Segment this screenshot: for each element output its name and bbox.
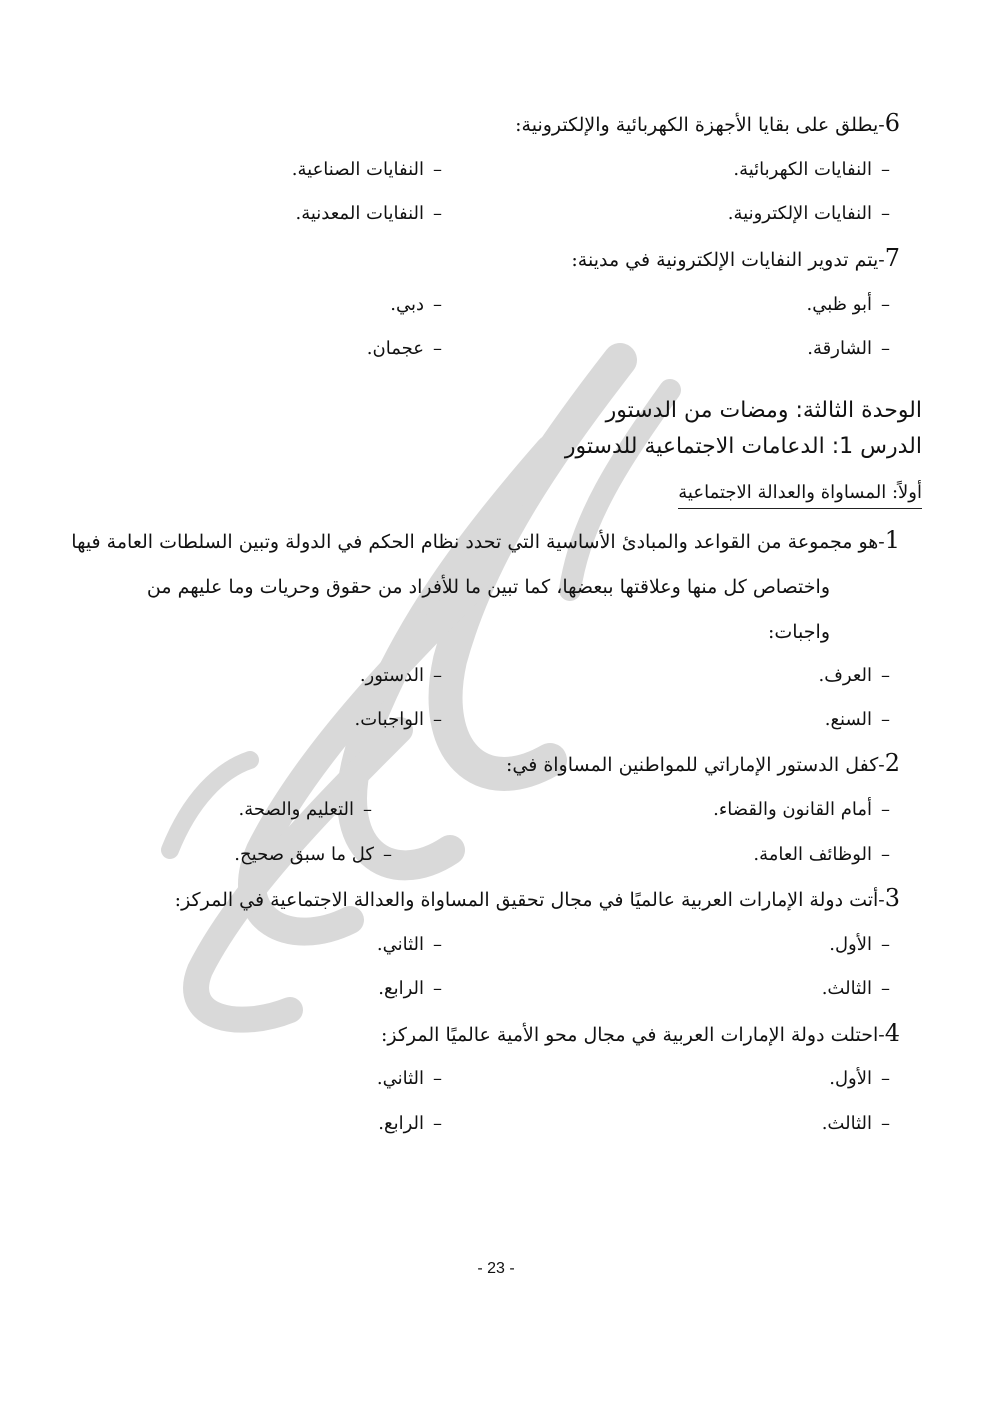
option: –الوظائف العامة. (753, 844, 890, 865)
option: –الأول. (829, 934, 890, 955)
option: –النفايات الإلكترونية. (727, 203, 890, 224)
question-4 (381, 1020, 900, 1048)
option: –كل ما سبق صحيح. (234, 844, 392, 865)
option: –النفايات الكهربائية. (733, 159, 890, 180)
option: –دبي. (390, 294, 442, 315)
option: –الثاني. (376, 934, 442, 955)
option: –الثاني. (376, 1068, 442, 1089)
question-stem: -احتلت دولة الإمارات العربية في مجال محو الأمية عالميًا المركز: (380, 1024, 885, 1046)
option: –الثالث. (821, 978, 890, 999)
option: –الرابع. (378, 978, 442, 999)
option: –الشارقة. (807, 338, 890, 359)
question-3 (175, 885, 900, 913)
question-6 (515, 110, 900, 138)
question-number: 6 (884, 109, 900, 137)
question-number: 7 (884, 244, 900, 272)
question-7 (571, 245, 900, 273)
option: –الدستور. (359, 665, 442, 686)
question-stem-line: -هو مجموعة من القواعد والمبادئ الأساسية التي تحدد نظام الحكم في الدولة وتبين السلطات العامة فيها (71, 531, 885, 553)
page-number: - 23 - (477, 1260, 515, 1277)
option: –التعليم والصحة. (238, 799, 372, 820)
option: –أبو ظبي. (806, 294, 890, 315)
question-2 (506, 750, 900, 778)
question-number: 2 (884, 749, 900, 777)
question-number: 4 (884, 1019, 900, 1047)
question-stem-line: واختصاص كل منها وعلاقتها ببعضها، كما تبين ما للأفراد من حقوق وحريات وما عليهم من (146, 576, 830, 598)
question-stem: -يطلق على بقايا الأجهزة الكهربائية والإلكترونية: (515, 114, 885, 136)
question-number: 1 (884, 526, 900, 554)
option: –الرابع. (378, 1113, 442, 1134)
question-stem: -كفل الدستور الإماراتي للمواطنين المساواة في: (505, 754, 885, 776)
question-1 (70, 518, 900, 655)
option: –الثالث. (821, 1113, 890, 1134)
unit-title: الوحدة الثالثة: ومضات من الدستور (605, 398, 922, 423)
option: –عجمان. (366, 338, 442, 359)
question-stem: -يتم تدوير النفايات الإلكترونية في مدينة: (571, 249, 885, 271)
option: –الواجبات. (354, 709, 442, 730)
question-number: 3 (884, 884, 900, 912)
option: –أمام القانون والقضاء. (713, 799, 890, 820)
option: –النفايات المعدنية. (295, 203, 442, 224)
question-stem: -أتت دولة الإمارات العربية عالميًا في مجال تحقيق المساواة والعدالة الاجتماعية في المركز: (174, 889, 885, 911)
option: –العرف. (818, 665, 890, 686)
section-title: أولاً: المساواة والعدالة الاجتماعية (678, 480, 922, 509)
option: –الأول. (829, 1068, 890, 1089)
lesson-title: الدرس 1: الدعامات الاجتماعية للدستور (564, 434, 922, 459)
question-stem-line: واجبات: (767, 621, 830, 643)
option: –السنع. (824, 709, 890, 730)
option: –النفايات الصناعية. (291, 159, 442, 180)
